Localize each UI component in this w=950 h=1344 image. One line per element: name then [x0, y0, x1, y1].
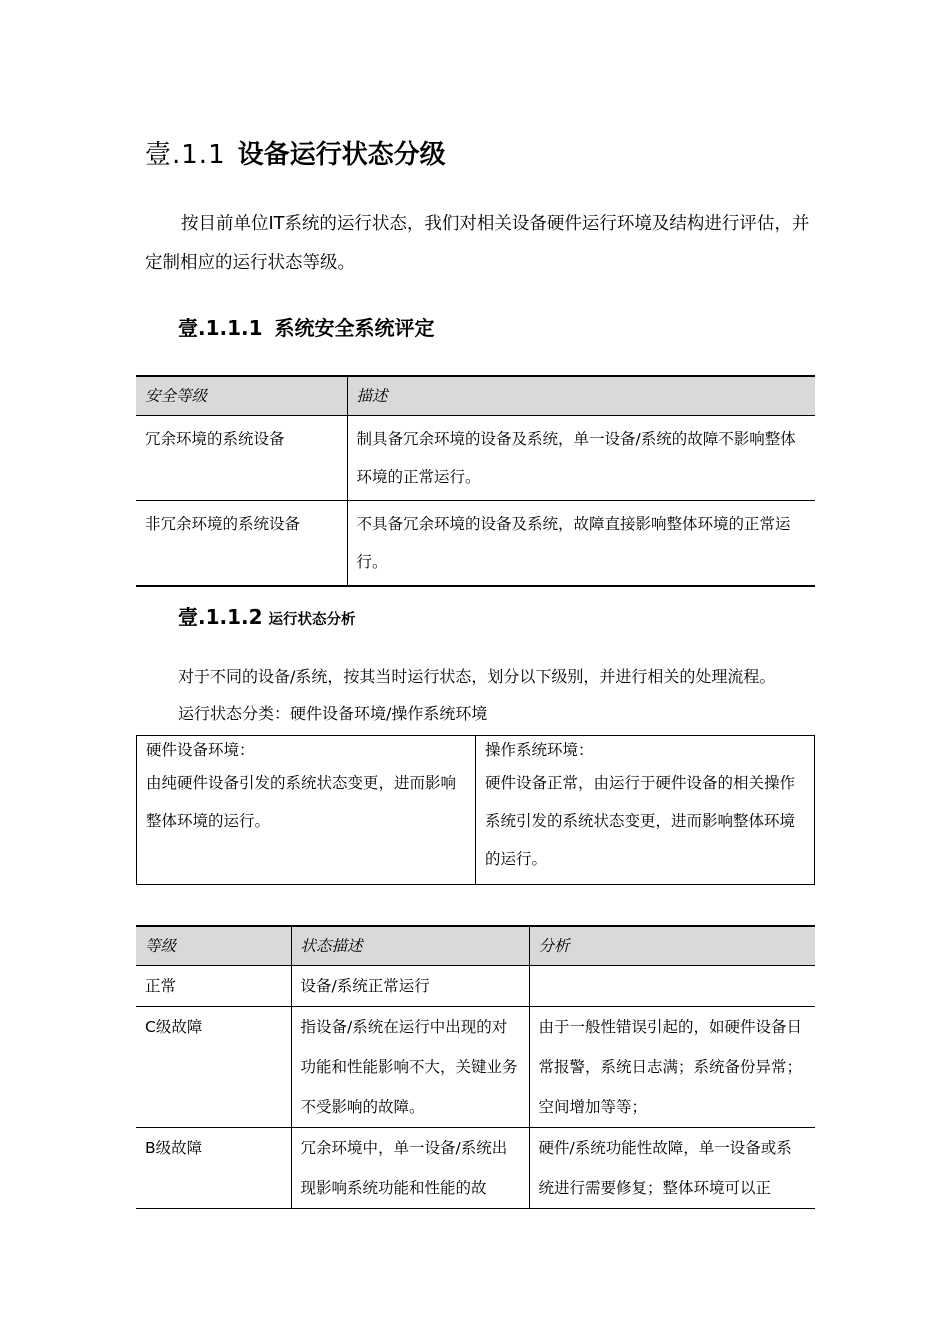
- table-cell: 由于一般性错误引起的，如硬件设备日常报警，系统日志满；系统备份异常；空间增加等等；: [529, 1007, 815, 1128]
- table-header: 描述: [347, 376, 815, 416]
- os-env-text: 硬件设备正常，由运行于硬件设备的相关操作系统引发的系统状态变更，进而影响整体环境的运行。: [485, 774, 796, 868]
- hardware-env-label: 硬件设备环境：: [146, 741, 255, 759]
- table-header: 分析: [529, 926, 815, 966]
- subsection-number-2: 壹.1.1.2: [178, 605, 263, 629]
- table-header: 等级: [136, 926, 291, 966]
- table-header: 安全等级: [136, 376, 347, 416]
- body-line: 运行状态分类：硬件设备环境/操作系统环境: [178, 704, 488, 723]
- table-cell: 冗余环境的系统设备: [136, 416, 347, 501]
- os-env-label: 操作系统环境：: [485, 741, 594, 759]
- subsection-number-1: 壹.1.1.1: [178, 316, 263, 340]
- fault-level-table: [136, 925, 815, 1209]
- table-cell: 冗余环境中，单一设备/系统出现影响系统功能和性能的故: [291, 1128, 529, 1209]
- table-cell: 不具备冗余环境的设备及系统，故障直接影响整体环境的正常运行。: [347, 501, 815, 587]
- table-cell: 设备/系统正常运行: [291, 966, 529, 1007]
- table-cell: C级故障: [136, 1007, 291, 1128]
- table-cell: 硬件/系统功能性故障，单一设备或系统进行需要修复；整体环境可以正: [529, 1128, 815, 1209]
- body-line: 对于不同的设备/系统，按其当时运行状态，划分以下级别，并进行相关的处理流程。: [178, 667, 776, 686]
- section-heading: [145, 134, 446, 171]
- table-header: 状态描述: [291, 926, 529, 966]
- hardware-env-text: 由纯硬件设备引发的系统状态变更，进而影响整体环境的运行。: [146, 774, 457, 830]
- table-cell: B级故障: [136, 1128, 291, 1209]
- hardware-env-cell: [137, 736, 476, 885]
- subsection-title-2: 运行状态分析: [268, 612, 356, 628]
- security-level-table: [136, 375, 815, 587]
- section-number: 壹.1.1: [145, 140, 226, 170]
- os-env-cell: [476, 736, 815, 885]
- environment-table: [136, 735, 815, 885]
- table-cell: 非冗余环境的系统设备: [136, 501, 347, 587]
- subsection-heading-2: [178, 601, 356, 630]
- table-cell: [529, 966, 815, 1007]
- section-title: 设备运行状态分级: [237, 140, 446, 170]
- table-cell: 指设备/系统在运行中出现的对功能和性能影响不大，关键业务不受影响的故障。: [291, 1007, 529, 1128]
- table-cell: 制具备冗余环境的设备及系统，单一设备/系统的故障不影响整体环境的正常运行。: [347, 416, 815, 501]
- subsection-heading-1: [178, 312, 435, 341]
- intro-paragraph: 按目前单位IT系统的运行状态，我们对相关设备硬件运行环境及结构进行评估，并定制相应的运行状态等级。: [145, 214, 810, 273]
- subsection-title-1: 系统安全系统评定: [274, 316, 435, 340]
- table-cell: 正常: [136, 966, 291, 1007]
